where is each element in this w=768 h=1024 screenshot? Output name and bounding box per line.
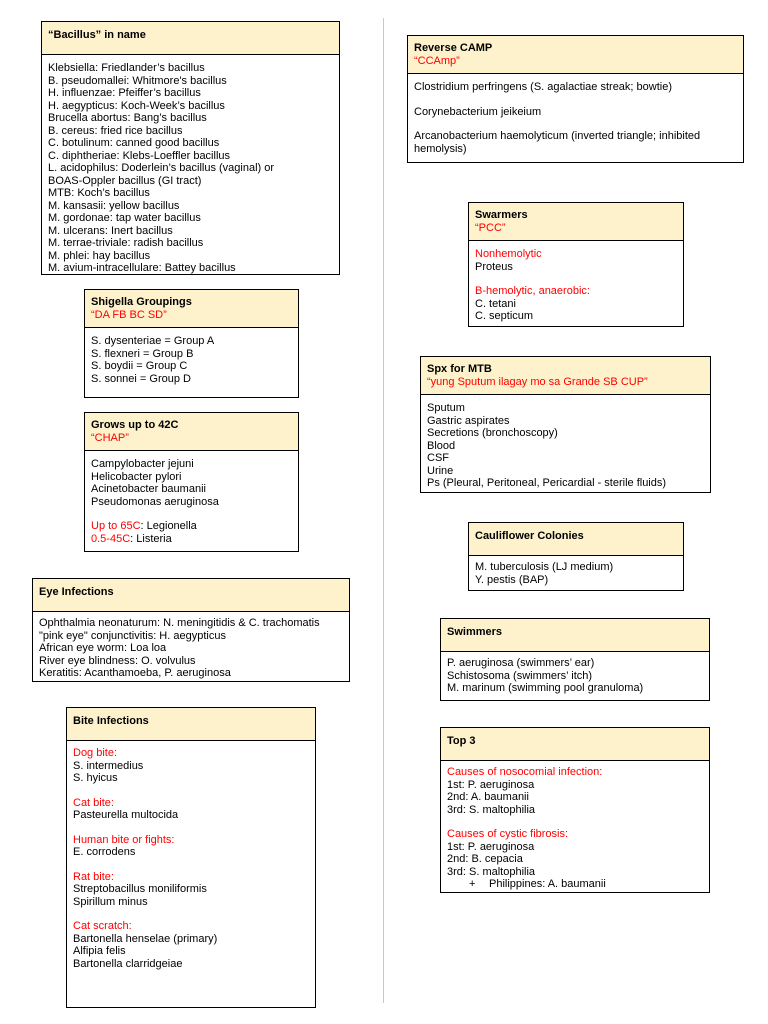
bacillus-box (41, 21, 340, 275)
list-item: 3rd: S. maltophilia (447, 865, 536, 878)
list-item: Acinetobacter baumanii (91, 483, 206, 495)
list-item: M. terrae-triviale: radish bacillus (48, 237, 204, 249)
shigella-list (85, 328, 298, 390)
list-item: B. pseudomallei: Whitmore's bacillus (48, 74, 227, 87)
list-item: M. phlei: hay bacillus (48, 249, 151, 262)
spx-box (420, 356, 711, 493)
column-divider (383, 18, 384, 1003)
camp-box (407, 35, 744, 163)
list-item: M. kansasii: yellow bacillus (48, 199, 180, 212)
list-item: River eye blindness: O. volvulus (39, 654, 196, 667)
list-item: B. cereus: fried rice bacillus (48, 124, 183, 137)
list-item: Y. pestis (BAP) (475, 573, 549, 586)
group-label: Dog bite: (73, 747, 118, 759)
list-item: C. diphtheriae: Klebs-Loeffler bacillus (48, 149, 231, 162)
shigella-title: Shigella Groupings (91, 296, 192, 308)
swimmers-header (441, 619, 709, 652)
list-item (91, 520, 292, 533)
cauliflower-header (469, 523, 683, 556)
list-item: 1st: P. aeruginosa (447, 778, 535, 791)
group-label: Rat bite: (73, 870, 114, 883)
list-item: S. hyicus (73, 772, 118, 784)
list-item: Urine (427, 464, 454, 477)
list-item: M. marinum (swimming pool granuloma) (447, 682, 644, 694)
list-item: African eye worm: Loa loa (39, 642, 167, 654)
list-item: L. acidophilus: Doderlein’s bacillus (vaginal) or (48, 162, 275, 174)
group-label: Causes of cystic fibrosis: (447, 828, 569, 840)
shigella-box (84, 289, 299, 398)
shigella-header (85, 290, 298, 328)
spx-header (421, 357, 710, 395)
swimmers-title: Swimmers (447, 626, 503, 638)
list-item: Secretions (bronchoscopy) (427, 427, 558, 439)
eye-header (33, 579, 349, 612)
top3-list (441, 761, 709, 896)
grows42-title: Grows up to 42C (91, 419, 179, 431)
list-item: M. gordonae: tap water bacillus (48, 212, 201, 224)
grows42-header (85, 413, 298, 451)
swarmers-header (469, 203, 683, 241)
list-item: Alfipia felis (73, 945, 126, 957)
list-item: Bartonella clarridgeiae (73, 957, 183, 970)
cauliflower-title: Cauliflower Colonies (475, 530, 584, 542)
top3-header (441, 728, 709, 761)
organism-text: : Listeria (130, 532, 172, 545)
organism-text: : Legionella (140, 520, 197, 532)
list-item: Helicobacter pylori (91, 470, 182, 483)
bite-box (66, 707, 316, 1008)
list-item: Arcanobacterium haemolyticum (inverted triangle; inhibited hemolysis) (414, 130, 701, 155)
shigella-mnemonic: “DA FB BC SD” (91, 309, 167, 321)
list-item: Ps (Pleural, Peritoneal, Pericardial - sterile fluids) (427, 477, 667, 489)
eye-list (33, 612, 349, 685)
camp-title: Reverse CAMP (414, 42, 493, 54)
top3-box (440, 727, 710, 893)
list-item: Ophthalmia neonaturum: N. meningitidis & C. trachomatis (39, 617, 320, 629)
list-item: 2nd: A. baumanii (447, 791, 529, 803)
list-item: Clostridium perfringens (S. agalactiae streak; bowtie) (414, 81, 673, 93)
list-item: P. aeruginosa (swimmers’ ear) (447, 657, 595, 669)
spx-mnemonic: “yung Sputum ilagay mo sa Grande SB CUP” (427, 376, 648, 388)
cauliflower-list (469, 556, 683, 591)
top3-title: Top 3 (447, 735, 476, 747)
plus-icon: + (469, 878, 476, 890)
list-item: S. flexneri = Group B (91, 347, 194, 360)
list-item: C. botulinum: canned good bacillus (48, 137, 220, 149)
list-item: H. aegypticus: Koch-Week’s bacillus (48, 99, 225, 112)
list-item: BOAS-Oppler bacillus (GI tract) (48, 174, 202, 187)
list-item: Pasteurella multocida (73, 809, 179, 821)
list-item: Spirillum minus (73, 895, 148, 908)
spx-title: Spx for MTB (427, 363, 492, 375)
list-item: Pseudomonas aeruginosa (91, 495, 219, 508)
swarmers-title: Swarmers (475, 209, 528, 221)
list-item: "pink eye" conjunctivitis: H. aegypticus (39, 629, 226, 642)
bite-list (67, 741, 315, 975)
group-label: B-hemolytic, anaerobic: (475, 285, 590, 297)
list-item: Corynebacterium jeikeium (414, 105, 542, 118)
group-label: Causes of nosocomial infection: (447, 766, 603, 778)
swarmers-list (469, 241, 683, 328)
list-item: M. avium-intracellulare: Battey bacillus (48, 262, 236, 274)
group-label: Human bite or fights: (73, 833, 175, 846)
list-item: S. sonnei = Group D (91, 372, 191, 385)
list-item: 1st: P. aeruginosa (447, 840, 535, 853)
group-label: Cat bite: (73, 796, 114, 809)
list-item: Klebsiella: Friedlander’s bacillus (48, 62, 205, 74)
camp-list (408, 74, 743, 160)
swimmers-list (441, 652, 709, 700)
list-item: 2nd: B. cepacia (447, 853, 523, 865)
bite-header (67, 708, 315, 741)
list-item: S. boydii = Group C (91, 360, 188, 372)
list-item: Proteus (475, 260, 513, 273)
list-item: S. intermedius (73, 759, 144, 772)
list-item: CSF (427, 452, 449, 464)
eye-box (32, 578, 350, 682)
eye-title: Eye Infections (39, 586, 114, 598)
list-item: Sputum (427, 402, 465, 414)
bullet-text: Philippines: A. baumanii (489, 878, 606, 890)
list-item: Bartonella henselae (primary) (73, 932, 218, 945)
list-item: E. corrodens (73, 846, 136, 858)
bite-title: Bite Infections (73, 715, 149, 727)
camp-header (408, 36, 743, 74)
list-item: H. influenzae: Pfeiffer’s bacillus (48, 87, 201, 99)
temp-range-label: Up to 65C (91, 520, 141, 532)
group-label: Cat scratch: (73, 920, 132, 932)
list-item: Blood (427, 439, 456, 452)
list-item (91, 533, 292, 546)
list-item: M. tuberculosis (LJ medium) (475, 561, 614, 573)
grows42-list (85, 451, 298, 550)
list-item: Streptobacillus moniliformis (73, 883, 207, 895)
bacillus-title: “Bacillus” in name (48, 29, 146, 41)
grows42-mnemonic: “CHAP” (91, 432, 129, 444)
list-item: C. tetani (475, 297, 516, 310)
list-item: Schistosoma (swimmers’ itch) (447, 669, 593, 682)
list-item (447, 878, 703, 891)
grows42-box (84, 412, 299, 552)
swimmers-box (440, 618, 710, 701)
spx-list (421, 395, 710, 495)
camp-mnemonic: “CCAmp” (414, 55, 460, 67)
temp-range-label: 0.5-45C (91, 532, 131, 545)
bacillus-list (42, 55, 339, 280)
list-item: 3rd: S. maltophilia (447, 803, 536, 816)
list-item: Brucella abortus: Bang’s bacillus (48, 112, 207, 124)
list-item: M. ulcerans: Inert bacillus (48, 224, 173, 237)
list-item: Campylobacter jejuni (91, 458, 194, 470)
list-item: Gastric aspirates (427, 414, 510, 427)
cauliflower-box (468, 522, 684, 591)
list-item: C. septicum (475, 310, 534, 322)
swarmers-box (468, 202, 684, 327)
list-item: S. dysenteriae = Group A (91, 335, 215, 347)
list-item: MTB: Koch’s bacillus (48, 187, 150, 199)
list-item: Keratitis: Acanthamoeba, P. aeruginosa (39, 667, 231, 679)
bacillus-header (42, 22, 339, 55)
swarmers-mnemonic: “PCC” (475, 222, 506, 234)
group-label: Nonhemolytic (475, 248, 542, 260)
